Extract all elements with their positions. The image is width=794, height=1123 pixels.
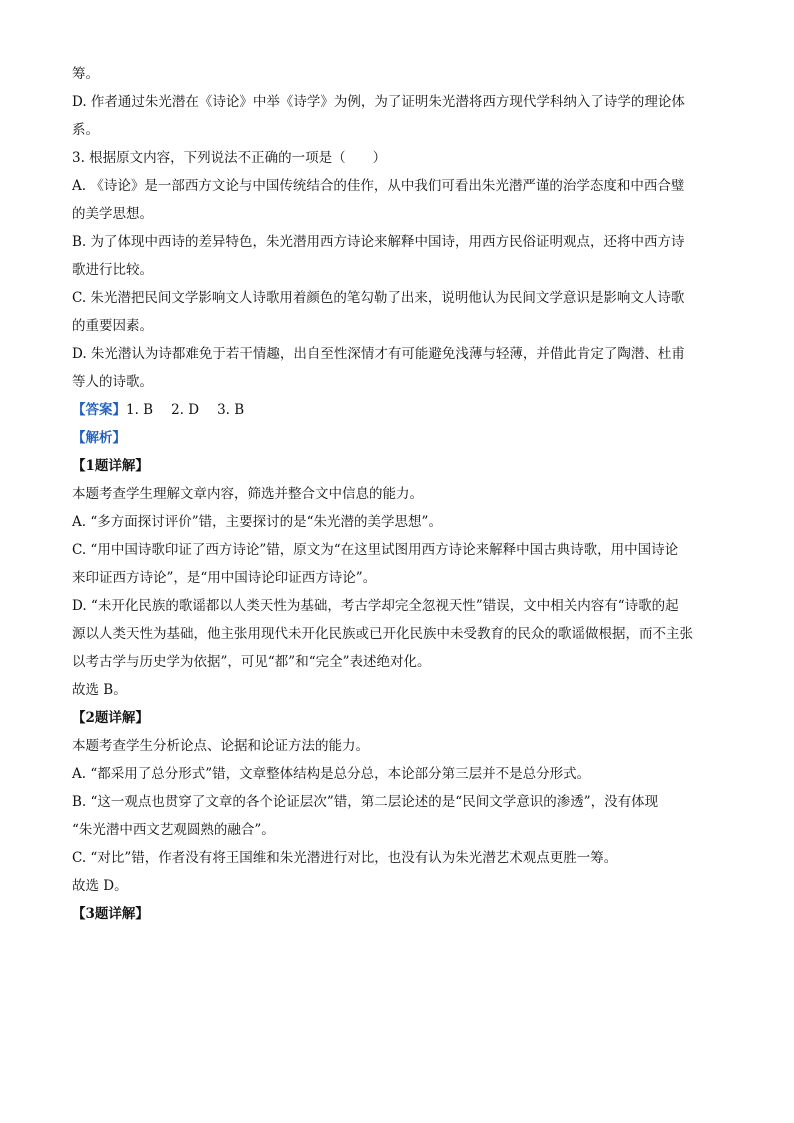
text-line: 的美学思想。: [72, 206, 153, 222]
text-line: 以考古学与历史学为依据”，可见“都”和“完全”表述绝对化。: [72, 654, 431, 670]
q2-option-a: A. “都采用了总分形式”错，文章整体结构是总分总，本论部分第三层并不是总分形式。: [72, 766, 591, 782]
q3-detail-heading: 【3题详解】: [72, 906, 149, 922]
text-line: 的重要因素。: [72, 318, 153, 334]
option-d-line: D. 朱光潜认为诗都难免于若干情趣，出自至性深情才有可能避免浅薄与轻薄，并借此肯定了陶潜、杜甫: [72, 346, 685, 362]
q2-choice: 故选 D。: [72, 878, 128, 894]
text-line: 等人的诗歌。: [72, 374, 153, 390]
answer-tag: 【答案】: [72, 402, 126, 418]
analysis-tag: 【解析】: [72, 430, 126, 446]
question-3-stem: 3. 根据原文内容，下列说法不正确的一项是（ ）: [72, 150, 387, 166]
q1-choice: 故选 B。: [72, 682, 127, 698]
q1-detail-heading: 【1题详解】: [72, 458, 149, 474]
option-d-line: D. 作者通过朱光潜在《诗论》中举《诗学》为例，为了证明朱光潜将西方现代学科纳入了诗学的理论体: [72, 94, 685, 110]
option-b-line: B. 为了体现中西诗的差异特色，朱光潜用西方诗论来解释中国诗，用西方民俗证明观点，还将中西方诗: [72, 234, 685, 250]
text-line: 歌进行比较。: [72, 262, 153, 278]
text-line: “朱光潜中西文艺观圆熟的融合”。: [72, 822, 275, 838]
answer-1: 1. B: [126, 402, 154, 418]
answer-2: 2. D: [171, 402, 200, 418]
answer-3: 3. B: [217, 402, 245, 418]
q2-detail-heading: 【2题详解】: [72, 710, 149, 726]
text-line: 源以人类天性为基础，他主张用现代未开化民族或已开化民族中未受教育的民众的歌谣做根据，而不主张: [72, 626, 693, 642]
q2-option-b: B. “这一观点也贯穿了文章的各个论证层次”错，第二层论述的是“民间文学意识的渗透”，没有体现: [72, 794, 659, 810]
document-page: [72, 60, 722, 928]
text-line: 来印证西方诗论”，是“用中国诗论印证西方诗论”。: [72, 570, 377, 586]
q1-option-c: C. “用中国诗歌印证了西方诗论”错，原文为“在这里试图用西方诗论来解释中国古典诗歌，用中国诗论: [72, 542, 679, 558]
option-a-line: A. 《诗论》是一部西方文论与中国传统结合的佳作，从中我们可看出朱光潜严谨的治学态度和中西合璧: [72, 178, 685, 194]
text-line: 系。: [72, 122, 99, 138]
option-c-line: C. 朱光潜把民间文学影响文人诗歌用着颜色的笔勾勒了出来，说明他认为民间文学意识是影响文人诗歌: [72, 290, 685, 306]
q1-option-d: D. “未开化民族的歌谣都以人类天性为基础，考古学却完全忽视天性”错误，文中相关内容有“诗歌的起: [72, 598, 679, 614]
q2-option-c: C. “对比”错，作者没有将王国维和朱光潜进行对比，也没有认为朱光潜艺术观点更胜一筹。: [72, 850, 618, 866]
answer-row: [72, 396, 722, 424]
q1-intro: 本题考查学生理解文章内容，筛选并整合文中信息的能力。: [72, 486, 423, 502]
text-line: 筹。: [72, 66, 99, 82]
q2-intro: 本题考查学生分析论点、论据和论证方法的能力。: [72, 738, 369, 754]
q1-option-a: A. “多方面探讨评价”错，主要探讨的是“朱光潜的美学思想”。: [72, 514, 442, 530]
